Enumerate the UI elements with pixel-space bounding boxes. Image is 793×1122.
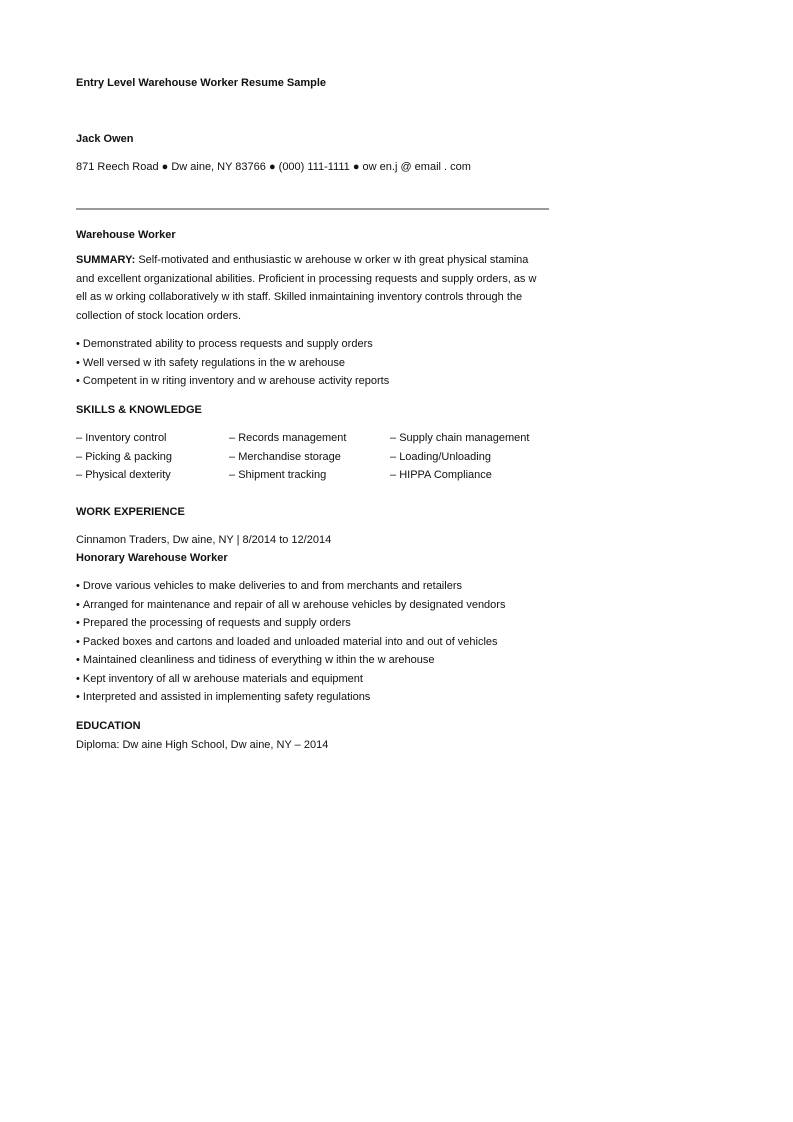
skills-grid bbox=[76, 429, 546, 485]
candidate-name: Jack Owen bbox=[76, 133, 134, 145]
summary-label: SUMMARY: bbox=[76, 254, 136, 266]
skill-item: – Merchandise storage bbox=[229, 448, 390, 467]
position-title: Honorary Warehouse Worker bbox=[76, 552, 228, 564]
employer-line: Cinnamon Traders, Dw aine, NY | 8/2014 to 12/2014 bbox=[76, 534, 332, 546]
skill-item: – HIPPA Compliance bbox=[390, 466, 546, 485]
skill-item: – Loading/Unloading bbox=[390, 448, 546, 467]
work-heading: WORK EXPERIENCE bbox=[76, 506, 185, 518]
list-item: • Well versed w ith safety regulations in the w arehouse bbox=[76, 354, 389, 373]
education-line: Diploma: Dw aine High School, Dw aine, NY – 2014 bbox=[76, 739, 329, 751]
skill-item: – Picking & packing bbox=[76, 448, 229, 467]
skills-heading: SKILLS & KNOWLEDGE bbox=[76, 404, 202, 416]
work-bullets bbox=[76, 577, 505, 707]
contact-line: 871 Reech Road ● Dw aine, NY 83766 ● (000) 111-1111 ● ow en.j @ email . com bbox=[76, 161, 471, 173]
job-title: Warehouse Worker bbox=[76, 229, 176, 241]
skill-item: – Inventory control bbox=[76, 429, 229, 448]
list-item: • Drove various vehicles to make deliveries to and from merchants and retailers bbox=[76, 577, 505, 596]
list-item: • Competent in w riting inventory and w arehouse activity reports bbox=[76, 372, 389, 391]
summary-text: Self-motivated and enthusiastic w arehouse w orker w ith great physical stamina and excellent organizational abilities. Proficient in processing requests and supply orders, as w ell as w orking collaboratively w ith staff. Skilled inmaintaining inventory controls through the collection of stock location orders. bbox=[76, 254, 537, 322]
skill-item: – Shipment tracking bbox=[229, 466, 390, 485]
skill-item: – Physical dexterity bbox=[76, 466, 229, 485]
skill-item: – Supply chain management bbox=[390, 429, 546, 448]
summary-bullets bbox=[76, 335, 389, 391]
header-divider bbox=[76, 208, 549, 210]
education-heading: EDUCATION bbox=[76, 720, 141, 732]
skill-item: – Records management bbox=[229, 429, 390, 448]
list-item: • Prepared the processing of requests and supply orders bbox=[76, 614, 505, 633]
list-item: • Maintained cleanliness and tidiness of everything w ithin the w arehouse bbox=[76, 651, 505, 670]
list-item: • Arranged for maintenance and repair of all w arehouse vehicles by designated vendors bbox=[76, 596, 505, 615]
list-item: • Kept inventory of all w arehouse materials and equipment bbox=[76, 670, 505, 689]
list-item: • Interpreted and assisted in implementing safety regulations bbox=[76, 688, 505, 707]
list-item: • Packed boxes and cartons and loaded and unloaded material into and out of vehicles bbox=[76, 633, 505, 652]
summary-paragraph bbox=[76, 251, 546, 325]
list-item: • Demonstrated ability to process requests and supply orders bbox=[76, 335, 389, 354]
document-title: Entry Level Warehouse Worker Resume Sample bbox=[76, 77, 327, 89]
